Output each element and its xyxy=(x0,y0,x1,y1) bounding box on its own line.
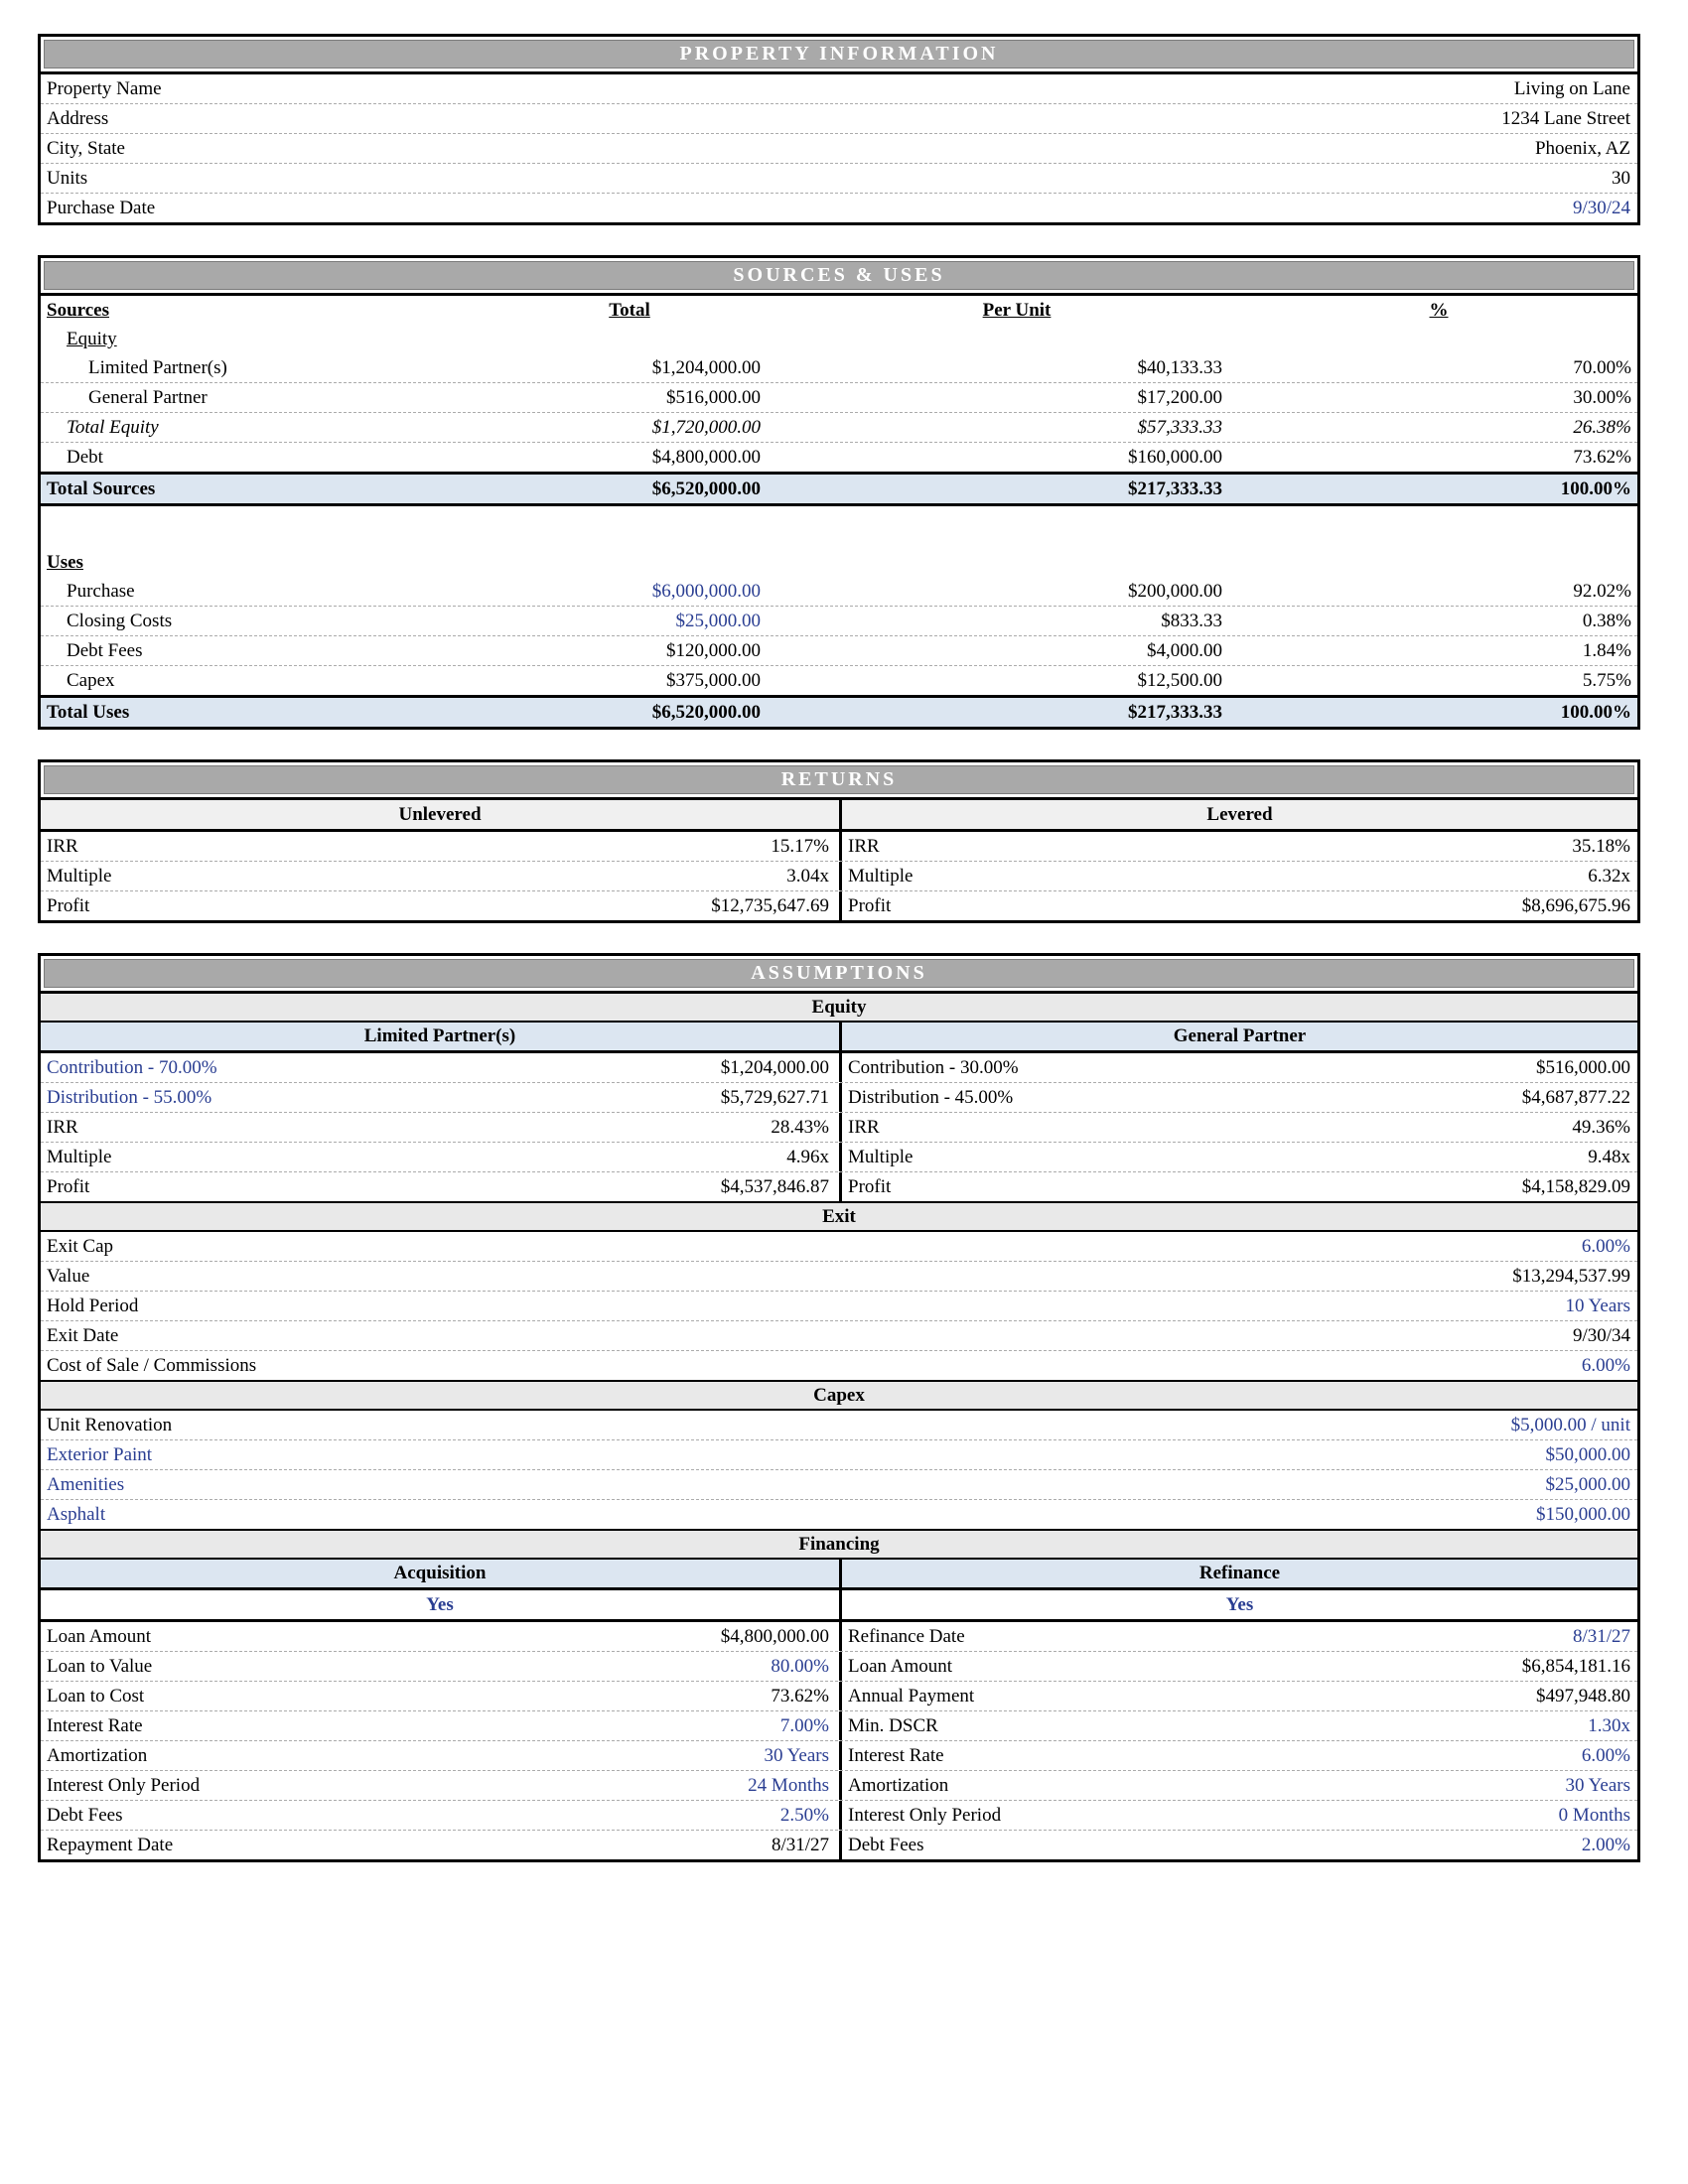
cell-label: Interest Only Period xyxy=(848,1805,1002,1826)
cell-label: Refinance Date xyxy=(848,1626,965,1647)
col-header-total: Total xyxy=(609,300,650,321)
cell-value: $50,000.00 xyxy=(1545,1444,1630,1465)
cell-label: Min. DSCR xyxy=(848,1715,938,1736)
refinance-enabled: Yes xyxy=(839,1590,1637,1619)
cell-per-unit: $57,333.33 xyxy=(1137,417,1222,438)
cell-pct: 5.75% xyxy=(1582,670,1631,691)
section-bar-wrap xyxy=(41,762,1637,800)
equity-band: Equity xyxy=(41,994,1637,1023)
row-cost-of-sale xyxy=(41,1351,1637,1380)
cell-label: Capex xyxy=(67,670,115,691)
cell-value: 8/31/27 xyxy=(771,1835,829,1855)
cell-per-unit: $217,333.33 xyxy=(1128,478,1222,499)
row-exterior-paint xyxy=(41,1440,1637,1470)
section-bar-wrap xyxy=(41,258,1637,296)
row-partner-profit xyxy=(41,1172,1637,1201)
property-information-header: PROPERTY INFORMATION xyxy=(44,40,1634,68)
cell-value: 9/30/24 xyxy=(1572,198,1630,218)
row-total-uses xyxy=(41,695,1637,727)
cell-value: $4,158,829.09 xyxy=(1521,1176,1630,1197)
cell-pct: 0.38% xyxy=(1582,611,1631,631)
row-profit xyxy=(41,891,1637,920)
cell-value: 9/30/34 xyxy=(1572,1325,1630,1346)
acquisition-enabled: Yes xyxy=(426,1594,454,1615)
cell-label: Property Name xyxy=(47,78,162,99)
cell-total: $25,000.00 xyxy=(675,611,761,631)
cell-label: City, State xyxy=(47,138,125,159)
row-uses-group xyxy=(41,548,1637,577)
cell-value: 6.00% xyxy=(1581,1236,1630,1257)
cell-per-unit: $40,133.33 xyxy=(1137,357,1222,378)
cell-total: $6,520,000.00 xyxy=(651,478,761,499)
cell-label: Exit Cap xyxy=(47,1236,114,1257)
col-header-per-unit: Per Unit xyxy=(982,300,1052,321)
cell-label: Cost of Sale / Commissions xyxy=(47,1355,257,1376)
cell-label: Hold Period xyxy=(47,1296,139,1316)
cell-total: $516,000.00 xyxy=(666,387,761,408)
cell-value: 73.62% xyxy=(771,1686,829,1706)
cell-per-unit: $217,333.33 xyxy=(1128,702,1222,723)
row-closing-costs xyxy=(41,607,1637,636)
cell-value: 30 xyxy=(1612,168,1630,189)
assumptions-header: ASSUMPTIONS xyxy=(44,959,1634,988)
cell-label: IRR xyxy=(47,1117,78,1138)
cell-value: $1,204,000.00 xyxy=(720,1057,829,1078)
cell-label: General Partner xyxy=(88,387,208,408)
cell-total: $120,000.00 xyxy=(666,640,761,661)
cell-label: Unit Renovation xyxy=(47,1415,173,1435)
refinance-header: Refinance xyxy=(839,1560,1637,1587)
row-general-partner xyxy=(41,383,1637,413)
cell-label: Loan to Value xyxy=(47,1656,153,1677)
row-total-equity xyxy=(41,413,1637,443)
cell-label: IRR xyxy=(848,1117,880,1138)
cell-per-unit: $12,500.00 xyxy=(1137,670,1222,691)
blank-row xyxy=(41,506,1637,548)
row-exit-cap xyxy=(41,1232,1637,1262)
cell-label: Amenities xyxy=(47,1474,125,1495)
row-property-name xyxy=(41,74,1637,104)
cell-value: $4,687,877.22 xyxy=(1521,1087,1630,1108)
section-gap xyxy=(0,730,1688,759)
cell-per-unit: $17,200.00 xyxy=(1137,387,1222,408)
cell-label: Amortization xyxy=(848,1775,949,1796)
partner-column-headers xyxy=(41,1023,1637,1053)
cell-value: 2.50% xyxy=(779,1805,829,1826)
row-financing-7 xyxy=(41,1801,1637,1831)
cell-value: $150,000.00 xyxy=(1536,1504,1630,1525)
col-header-pct: % xyxy=(1429,300,1449,321)
cell-label: Debt Fees xyxy=(848,1835,924,1855)
cell-pct: 100.00% xyxy=(1560,702,1631,723)
cell-label: Purchase Date xyxy=(47,198,156,218)
cell-label: Annual Payment xyxy=(848,1686,975,1706)
top-margin xyxy=(0,0,1688,34)
row-irr xyxy=(41,832,1637,862)
cell-value: Living on Lane xyxy=(1513,78,1630,99)
cell-value: 1234 Lane Street xyxy=(1501,108,1630,129)
row-city-state xyxy=(41,134,1637,164)
returns-column-headers xyxy=(41,800,1637,832)
cell-label: IRR xyxy=(47,836,78,857)
row-address xyxy=(41,104,1637,134)
cell-label: Total Equity xyxy=(67,417,159,438)
cell-label: Loan Amount xyxy=(848,1656,953,1677)
cell-value: $12,735,647.69 xyxy=(711,895,829,916)
cell-label: Total Uses xyxy=(47,702,130,723)
row-amenities xyxy=(41,1470,1637,1500)
col-header-sources: Sources xyxy=(47,300,109,321)
cell-value: 9.48x xyxy=(1588,1147,1630,1167)
cell-label: Contribution - 70.00% xyxy=(47,1057,217,1078)
row-financing-3 xyxy=(41,1682,1637,1711)
row-debt xyxy=(41,443,1637,472)
cell-value: 28.43% xyxy=(771,1117,829,1138)
cell-label: IRR xyxy=(848,836,880,857)
cell-pct: 70.00% xyxy=(1573,357,1631,378)
cell-value: $5,000.00 / unit xyxy=(1510,1415,1630,1435)
row-total-sources xyxy=(41,472,1637,506)
cell-value: 49.36% xyxy=(1572,1117,1630,1138)
cell-value: 4.96x xyxy=(786,1147,829,1167)
cell-label: Limited Partner(s) xyxy=(88,357,227,378)
cell-value: $8,696,675.96 xyxy=(1521,895,1630,916)
section-gap xyxy=(0,923,1688,953)
cell-value: 8/31/27 xyxy=(1572,1626,1630,1647)
cell-per-unit: $833.33 xyxy=(1161,611,1222,631)
row-unit-renovation xyxy=(41,1411,1637,1440)
row-units xyxy=(41,164,1637,194)
cell-value: 6.00% xyxy=(1581,1355,1630,1376)
row-purchase-date xyxy=(41,194,1637,222)
cell-total: $375,000.00 xyxy=(666,670,761,691)
cell-label: Multiple xyxy=(47,1147,112,1167)
cell-label: Amortization xyxy=(47,1745,148,1766)
general-partner-header: General Partner xyxy=(839,1023,1637,1050)
row-financing-5 xyxy=(41,1741,1637,1771)
cell-label: Exit Date xyxy=(47,1325,119,1346)
row-debt-fees xyxy=(41,636,1637,666)
sources-uses-section xyxy=(38,255,1640,730)
column-header-row xyxy=(41,296,1637,325)
row-distribution xyxy=(41,1083,1637,1113)
cell-label: Equity xyxy=(67,329,117,349)
cell-total: $1,720,000.00 xyxy=(651,417,761,438)
cell-label: Debt Fees xyxy=(67,640,143,661)
cell-value: 6.32x xyxy=(1588,866,1630,887)
row-partner-multiple xyxy=(41,1143,1637,1172)
cell-value: 2.00% xyxy=(1581,1835,1630,1855)
cell-label: Units xyxy=(47,168,88,189)
cell-label: Loan to Cost xyxy=(47,1686,145,1706)
cell-pct: 100.00% xyxy=(1560,478,1631,499)
row-asphalt xyxy=(41,1500,1637,1529)
cell-value: 0 Months xyxy=(1558,1805,1630,1826)
row-partner-irr xyxy=(41,1113,1637,1143)
cell-label: Purchase xyxy=(67,581,135,602)
cell-per-unit: $160,000.00 xyxy=(1128,447,1222,468)
cell-label: Interest Rate xyxy=(47,1715,143,1736)
cell-per-unit: $4,000.00 xyxy=(1147,640,1222,661)
cell-pct: 26.38% xyxy=(1573,417,1631,438)
cell-total: $4,800,000.00 xyxy=(651,447,761,468)
cell-value: 10 Years xyxy=(1565,1296,1630,1316)
cell-value: 24 Months xyxy=(748,1775,829,1796)
row-equity-group xyxy=(41,325,1637,353)
cell-label: Profit xyxy=(47,1176,90,1197)
cell-value: $25,000.00 xyxy=(1545,1474,1630,1495)
cell-value: $4,537,846.87 xyxy=(720,1176,829,1197)
cell-value: $5,729,627.71 xyxy=(720,1087,829,1108)
row-multiple xyxy=(41,862,1637,891)
cell-total: $1,204,000.00 xyxy=(651,357,761,378)
row-financing-8 xyxy=(41,1831,1637,1859)
cell-value: 15.17% xyxy=(771,836,829,857)
cell-label: Value xyxy=(47,1266,90,1287)
cell-label: Multiple xyxy=(848,866,914,887)
cell-label: Interest Rate xyxy=(848,1745,944,1766)
cell-label: Repayment Date xyxy=(47,1835,174,1855)
cell-label: Uses xyxy=(47,552,83,573)
sources-uses-header: SOURCES & USES xyxy=(44,261,1634,290)
cell-total: $6,000,000.00 xyxy=(651,581,761,602)
cell-value: $6,854,181.16 xyxy=(1521,1656,1630,1677)
section-gap xyxy=(0,225,1688,255)
cell-label: Address xyxy=(47,108,109,129)
cell-value: 6.00% xyxy=(1581,1745,1630,1766)
levered-header: Levered xyxy=(839,800,1637,829)
financing-enabled-row xyxy=(41,1590,1637,1622)
acquisition-header: Acquisition xyxy=(393,1563,487,1583)
row-limited-partners xyxy=(41,353,1637,383)
row-purchase xyxy=(41,577,1637,607)
section-bar-wrap xyxy=(41,956,1637,994)
row-financing-6 xyxy=(41,1771,1637,1801)
cell-label: Closing Costs xyxy=(67,611,173,631)
cell-total: $6,520,000.00 xyxy=(651,702,761,723)
row-financing-2 xyxy=(41,1652,1637,1682)
cell-label: Profit xyxy=(848,895,892,916)
cell-label: Profit xyxy=(848,1176,892,1197)
returns-section xyxy=(38,759,1640,923)
cell-pct: 1.84% xyxy=(1582,640,1631,661)
cell-label: Multiple xyxy=(47,866,112,887)
financing-band: Financing xyxy=(41,1529,1637,1560)
row-hold-period xyxy=(41,1292,1637,1321)
cell-value: $4,800,000.00 xyxy=(720,1626,829,1647)
cell-label: Exterior Paint xyxy=(47,1444,153,1465)
financing-column-headers xyxy=(41,1560,1637,1590)
cell-label: Distribution - 55.00% xyxy=(47,1087,212,1108)
row-exit-value xyxy=(41,1262,1637,1292)
assumptions-section xyxy=(38,953,1640,1862)
cell-pct: 73.62% xyxy=(1573,447,1631,468)
cell-value: 3.04x xyxy=(786,866,829,887)
unlevered-header: Unlevered xyxy=(398,804,482,825)
cell-label: Profit xyxy=(47,895,90,916)
cell-label: Asphalt xyxy=(47,1504,106,1525)
cell-label: Distribution - 45.00% xyxy=(848,1087,1014,1108)
row-financing-4 xyxy=(41,1711,1637,1741)
cell-label: Contribution - 30.00% xyxy=(848,1057,1019,1078)
cell-value: 30 Years xyxy=(1565,1775,1630,1796)
row-contribution xyxy=(41,1053,1637,1083)
row-exit-date xyxy=(41,1321,1637,1351)
section-bar-wrap xyxy=(41,37,1637,74)
cell-label: Interest Only Period xyxy=(47,1775,201,1796)
cell-value: $13,294,537.99 xyxy=(1512,1266,1630,1287)
cell-value: $497,948.80 xyxy=(1536,1686,1630,1706)
cell-label: Loan Amount xyxy=(47,1626,152,1647)
row-financing-1 xyxy=(41,1622,1637,1652)
exit-band: Exit xyxy=(41,1201,1637,1232)
cell-label: Total Sources xyxy=(47,478,156,499)
property-information-section xyxy=(38,34,1640,225)
cell-value: 7.00% xyxy=(779,1715,829,1736)
cell-pct: 92.02% xyxy=(1573,581,1631,602)
cell-label: Debt xyxy=(67,447,103,468)
row-capex xyxy=(41,666,1637,695)
cell-pct: 30.00% xyxy=(1573,387,1631,408)
cell-value: $516,000.00 xyxy=(1536,1057,1630,1078)
capex-band: Capex xyxy=(41,1380,1637,1411)
cell-label: Multiple xyxy=(848,1147,914,1167)
cell-value: Phoenix, AZ xyxy=(1534,138,1630,159)
returns-header: RETURNS xyxy=(44,765,1634,794)
limited-partners-header: Limited Partner(s) xyxy=(363,1025,516,1046)
cell-value: 30 Years xyxy=(764,1745,829,1766)
cell-label: Debt Fees xyxy=(47,1805,123,1826)
cell-value: 35.18% xyxy=(1572,836,1630,857)
cell-per-unit: $200,000.00 xyxy=(1128,581,1222,602)
cell-value: 80.00% xyxy=(771,1656,829,1677)
cell-value: 1.30x xyxy=(1588,1715,1630,1736)
